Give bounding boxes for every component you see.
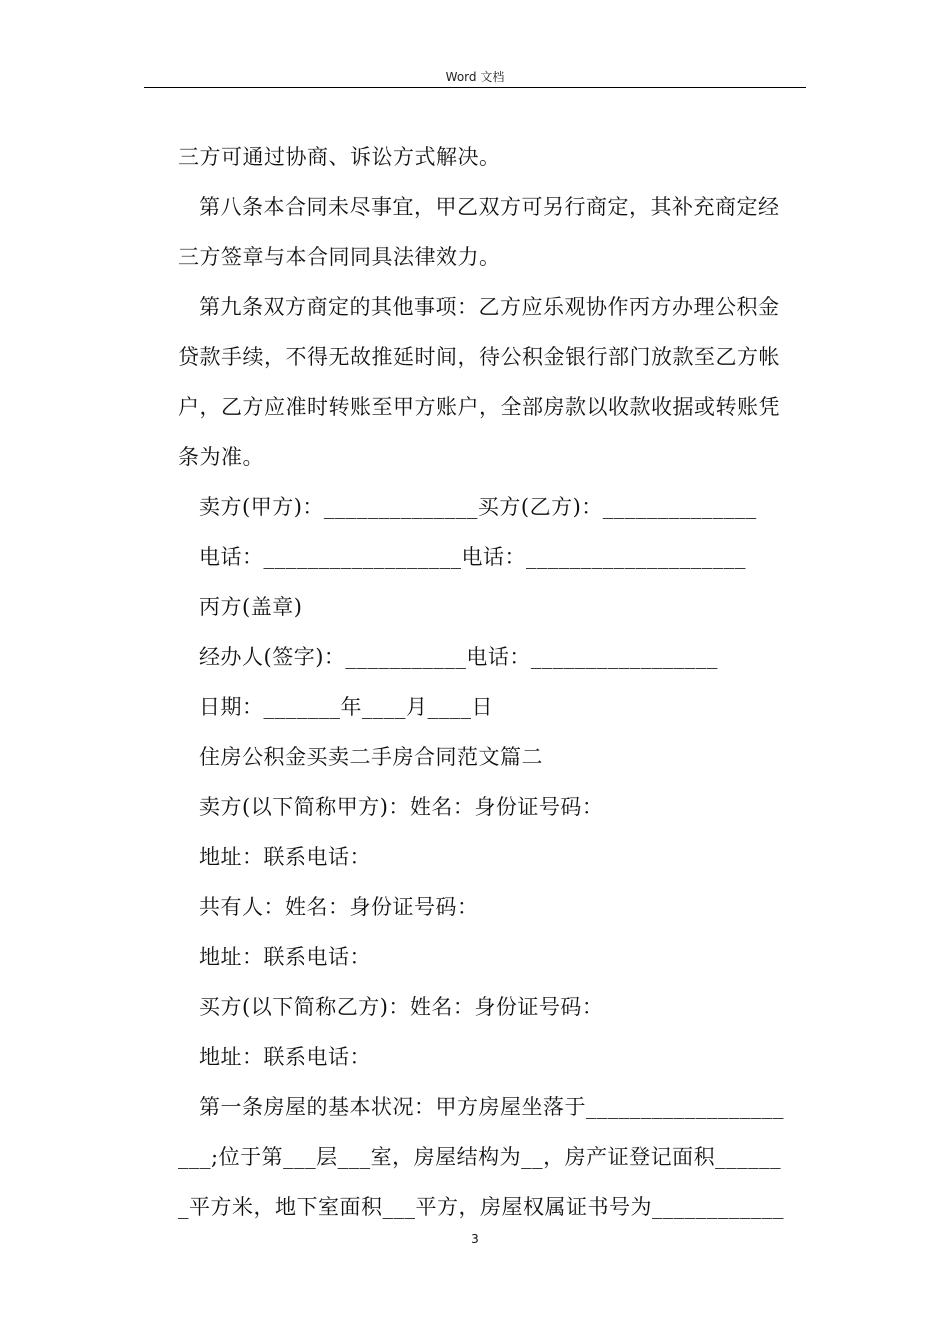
paragraph-line: 地址：联系电话： xyxy=(199,945,371,969)
paragraph-line: 条为准。 xyxy=(178,445,264,469)
paragraph-line: 电话：__________________电话：____________________ xyxy=(199,545,746,569)
page-number: 3 xyxy=(471,1232,479,1246)
paragraph-line: 经办人(签字)：___________电话：_________________ xyxy=(199,645,718,669)
header-divider xyxy=(144,87,806,88)
document-body xyxy=(178,132,808,1232)
paragraph-line: 贷款手续，不得无故推延时间，待公积金银行部门放款至乙方帐 xyxy=(178,345,780,369)
paragraph-line: 三方可通过协商、诉讼方式解决。 xyxy=(178,145,501,169)
paragraph-line: 地址：联系电话： xyxy=(199,845,371,869)
paragraph-line: 地址：联系电话： xyxy=(199,1045,371,1069)
paragraph-line: 买方(以下简称乙方)：姓名：身份证号码： xyxy=(199,995,604,1019)
paragraph-line: 共有人：姓名：身份证号码： xyxy=(199,895,479,919)
page-header: Word 文档 xyxy=(445,70,505,84)
paragraph-line: _平方米，地下室面积___平方，房屋权属证书号为____________ xyxy=(178,1195,784,1219)
paragraph-line: 卖方(以下简称甲方)：姓名：身份证号码： xyxy=(199,795,604,819)
paragraph-line: 第一条房屋的基本状况：甲方房屋坐落于__________________ xyxy=(199,1095,784,1119)
section-heading: 住房公积金买卖二手房合同范文篇二 xyxy=(199,745,543,769)
paragraph-line: 三方签章与本合同同具法律效力。 xyxy=(178,245,501,269)
paragraph-line: 丙方(盖章) xyxy=(199,595,303,619)
paragraph-line: 卖方(甲方)：______________买方(乙方)：______________ xyxy=(199,495,757,519)
paragraph-line: 日期：_______年____月____日 xyxy=(199,695,493,719)
paragraph-line: 第九条双方商定的其他事项：乙方应乐观协作丙方办理公积金 xyxy=(199,295,780,319)
paragraph-line: 户，乙方应准时转账至甲方账户，全部房款以收款收据或转账凭 xyxy=(178,395,780,419)
paragraph-line: 第八条本合同未尽事宜，甲乙双方可另行商定，其补充商定经 xyxy=(199,195,780,219)
paragraph-line: ___;位于第___层___室，房屋结构为__，房产证登记面积______ xyxy=(178,1145,782,1169)
